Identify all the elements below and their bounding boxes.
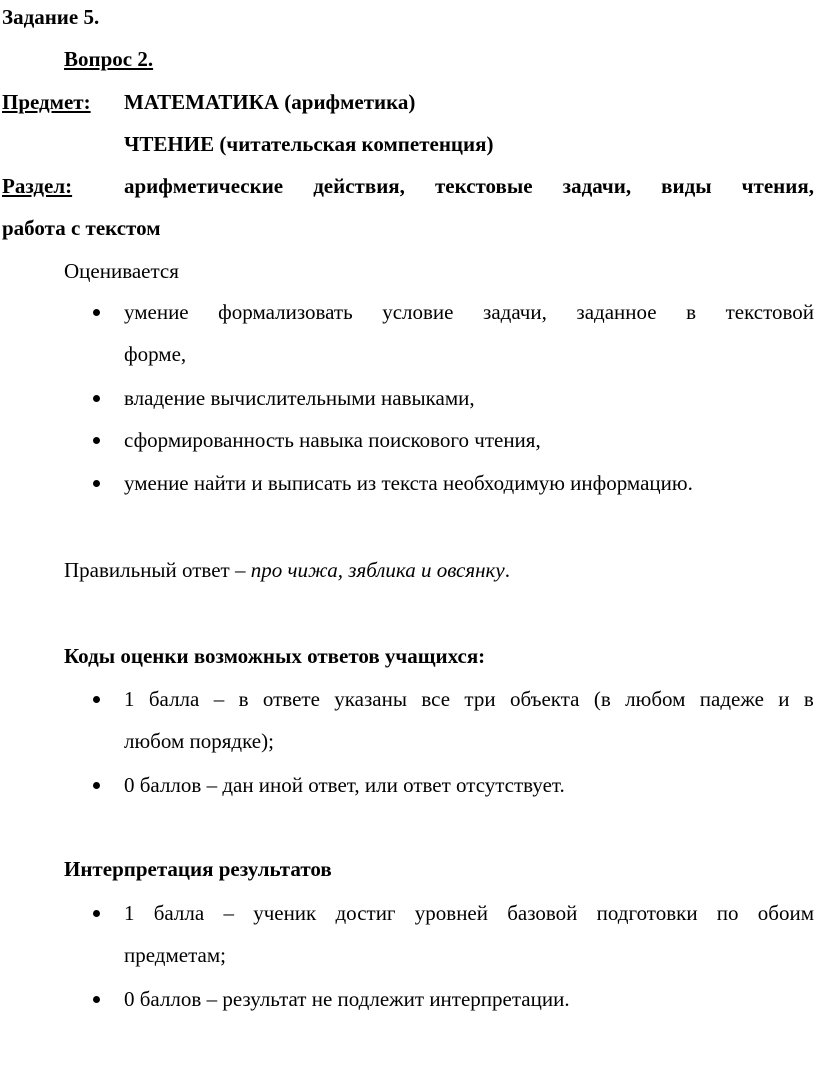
evaluated-item4: умение найти и выписать из текста необходимую информацию. — [124, 471, 693, 495]
subject-math: МАТЕМАТИКА (арифметика) — [124, 90, 416, 114]
answer-value: про чижа, зяблика и овсянку — [250, 558, 505, 582]
interp-word: 1 — [124, 901, 135, 925]
bullet-icon — [93, 696, 100, 703]
answer-prefix: Правильный ответ – — [64, 558, 251, 582]
bullet-icon — [93, 996, 100, 1003]
interp-word: уровней — [414, 901, 488, 925]
evaluated-item2: владение вычислительными навыками, — [124, 386, 475, 410]
code-word: 1 — [124, 687, 135, 711]
section-word: задачи, — [562, 174, 632, 198]
bullet-icon — [93, 910, 100, 917]
code-word: в — [238, 687, 249, 711]
interpretation-item2: 0 баллов – результат не подлежит интерпретации. — [124, 987, 570, 1011]
evaluated-item1-line1 — [124, 299, 814, 325]
interpretation-item1-line2: предметам; — [124, 943, 226, 967]
section-word: текстовые — [434, 174, 533, 198]
bullet-icon — [93, 782, 100, 789]
bullet-icon — [93, 395, 100, 402]
code-word: балла — [148, 687, 200, 711]
evaluated-item1-line2: форме, — [124, 342, 187, 366]
subject-reading: ЧТЕНИЕ (читательская компетенция) — [124, 132, 494, 156]
correct-answer — [64, 557, 510, 583]
interp-word: подготовки — [596, 901, 698, 925]
item-word: условие — [382, 300, 454, 324]
codes-item1-line1 — [124, 686, 814, 712]
section-line2: работа с текстом — [2, 216, 161, 240]
interpretation-item1-line1 — [124, 900, 814, 926]
bullet-icon — [93, 437, 100, 444]
codes-heading: Коды оценки возможных ответов учащихся: — [64, 644, 486, 668]
bullet-icon — [93, 309, 100, 316]
question-title: Вопрос 2. — [64, 47, 154, 71]
section-line1 — [124, 173, 814, 199]
item-word: умение — [124, 300, 189, 324]
code-word: падеже — [699, 687, 764, 711]
item-word: заданное — [576, 300, 657, 324]
section-label: Раздел: — [2, 174, 73, 198]
section-word: действия, — [313, 174, 405, 198]
item-word: текстовой — [725, 300, 814, 324]
interp-word: достиг — [335, 901, 396, 925]
evaluated-item3: сформированность навыка поискового чтения, — [124, 428, 541, 452]
code-word: все — [421, 687, 451, 711]
item-word: задачи, — [483, 300, 547, 324]
interp-word: – — [223, 901, 234, 925]
code-word: три — [464, 687, 496, 711]
interp-word: по — [716, 901, 739, 925]
evaluated-intro: Оценивается — [64, 259, 179, 283]
interpretation-heading: Интерпретация результатов — [64, 857, 332, 881]
item-word: формализовать — [218, 300, 353, 324]
codes-item1-line2: любом порядке); — [124, 729, 274, 753]
section-word: арифметические — [124, 174, 284, 198]
code-word: любом — [625, 687, 686, 711]
answer-suffix: . — [504, 558, 510, 582]
code-word: и — [778, 687, 790, 711]
code-word: объекта — [509, 687, 580, 711]
interp-word: базовой — [507, 901, 578, 925]
code-word: указаны — [334, 687, 407, 711]
interp-word: обоим — [757, 901, 814, 925]
code-word: – — [213, 687, 225, 711]
interp-word: ученик — [253, 901, 317, 925]
bullet-icon — [93, 480, 100, 487]
interp-word: балла — [153, 901, 205, 925]
section-word: чтения, — [741, 174, 814, 198]
code-word: (в — [593, 687, 611, 711]
subject-label: Предмет: — [2, 90, 91, 114]
item-word: в — [686, 300, 697, 324]
section-word: виды — [661, 174, 712, 198]
codes-item2: 0 баллов – дан иной ответ, или ответ отсутствует. — [124, 773, 565, 797]
task-title: Задание 5. — [2, 5, 100, 29]
code-word: ответе — [262, 687, 320, 711]
code-word: в — [803, 687, 814, 711]
